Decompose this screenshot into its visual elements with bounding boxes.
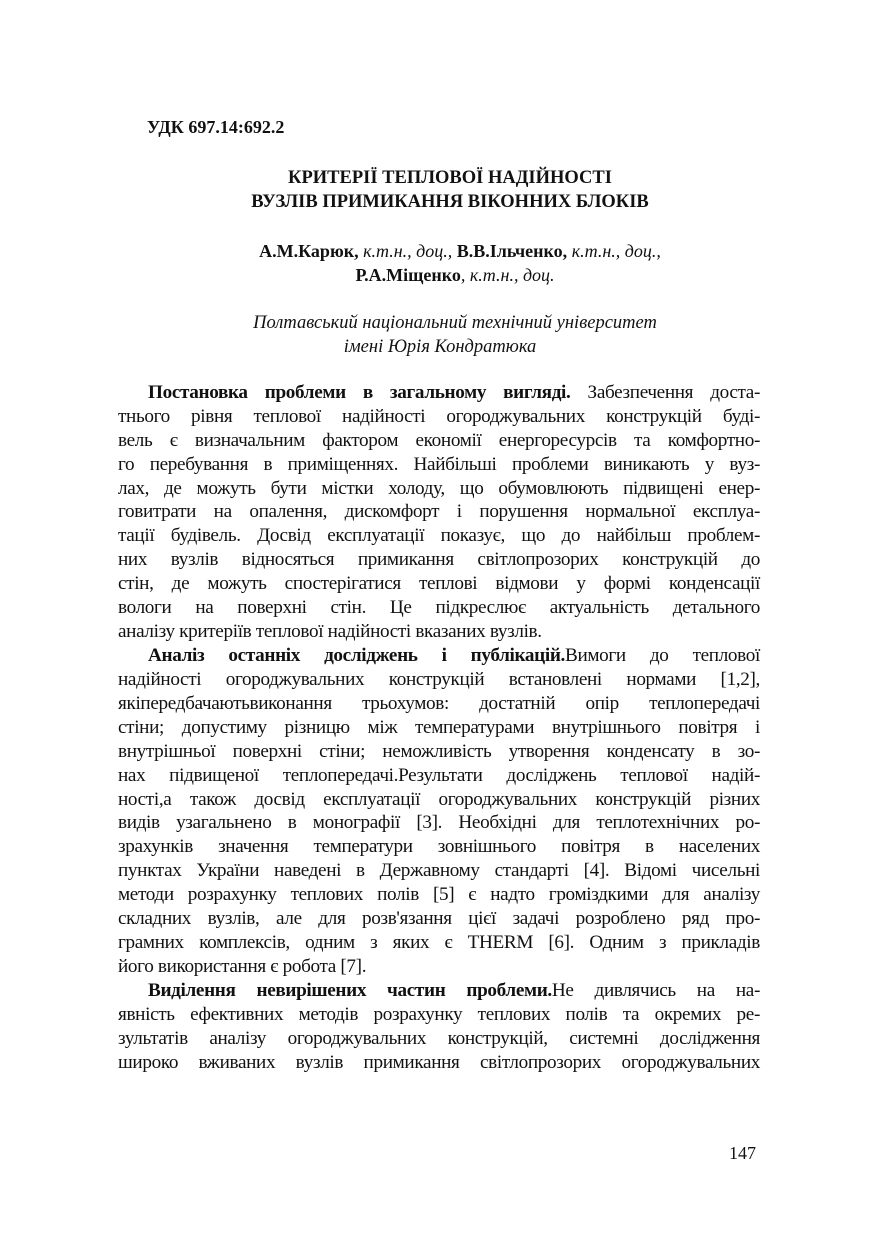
paragraph-line: стін, де можуть спостерігатися теплові відмови у формі конденсації xyxy=(118,573,760,594)
author-degree: к.т.н., доц., xyxy=(358,241,453,261)
paragraph-line: ності,а також досвід експлуатації огороджувальних конструкцій різних xyxy=(118,789,760,810)
paragraph-line: вологи на поверхні стін. Це підкреслює актуальність детального xyxy=(118,597,760,618)
paragraph-line: надійності огороджувальних конструкцій встановлені нормами [1,2], xyxy=(118,669,760,690)
paragraph-line: методи розрахунку теплових полів [5] є надто громіздкими для аналізу xyxy=(118,884,760,905)
paragraph-line: видів узагальнено в монографії [3]. Необхідні для теплотехнічних ро- xyxy=(118,812,760,833)
section-heading: Виділення невирішених частин проблеми. xyxy=(148,980,552,1001)
author-degree: , к.т.н., доц. xyxy=(460,265,555,285)
author-name: Р.А.Міщенко xyxy=(355,265,461,285)
paragraph-line: Виділення невирішених частин проблеми.Не дивлячись на на- xyxy=(148,980,760,1001)
paragraph-line: якіпередбачаютьвиконання трьохумов: достатній опір теплопередачі xyxy=(118,693,760,714)
affiliation-line-2: імені Юрія Кондратюка xyxy=(343,337,537,357)
paragraph-line: стіни; допустиму різницю між температурами внутрішнього повітря і xyxy=(118,717,760,738)
paragraph-line: зультатів аналізу огороджувальних конструкцій, системні дослідження xyxy=(118,1028,760,1049)
authors-line-1 xyxy=(110,241,810,262)
article-title-line-1: КРИТЕРІЇ ТЕПЛОВОЇ НАДІЙНОСТІ xyxy=(288,168,612,188)
paragraph-line: них вузлів відносяться примикання світлопрозорих конструкцій до xyxy=(118,549,760,570)
paragraph-line: тнього рівня теплової надійності огороджувальних конструкцій буді- xyxy=(118,406,760,427)
paragraph-line: пунктах України наведені в Державному стандарті [4]. Відомі чисельні xyxy=(118,860,760,881)
affiliation-line-1: Полтавський національний технічний університет xyxy=(253,313,657,333)
authors-line-2 xyxy=(105,265,805,286)
paragraph-line: го перебування в приміщеннях. Найбільші проблеми виникають у вуз- xyxy=(118,454,760,475)
author-degree: к.т.н., доц., xyxy=(567,241,661,261)
article-title-line-2: ВУЗЛІВ ПРИМИКАННЯ ВІКОННИХ БЛОКІВ xyxy=(251,192,649,212)
paragraph-line: аналізу критеріїв теплової надійності вказаних вузлів. xyxy=(118,621,542,642)
paragraph-line: грамних комплексів, одним з яких є THERM [6]. Одним з прикладів xyxy=(118,932,760,953)
paragraph-line: внутрішньої поверхні стіни; неможливість утворення конденсату в зо- xyxy=(118,741,760,762)
paragraph-line: лах, де можуть бути містки холоду, що обумовлюють підвищені енер- xyxy=(118,478,760,499)
paragraph-line: Аналіз останніх досліджень і публікацій.Вимоги до теплової xyxy=(148,645,760,666)
page-number: 147 xyxy=(729,1143,756,1163)
section-heading: Аналіз останніх досліджень і публікацій. xyxy=(148,645,565,666)
udc-code: УДК 697.14:692.2 xyxy=(147,117,285,137)
paragraph-line: складних вузлів, але для розв'язання цієї задачі розроблено ряд про- xyxy=(118,908,760,929)
author-name: А.М.Карюк, xyxy=(259,241,359,261)
paragraph-line: зрахунків значення температури зовнішнього повітря в населених xyxy=(118,836,760,857)
paragraph-line: говитрати на опалення, дискомфорт і порушення нормальної експлуа- xyxy=(118,501,760,522)
paragraph-line: широко вживаних вузлів примикання світлопрозорих огороджувальних xyxy=(118,1052,760,1073)
paragraph-line: вель є визначальним фактором економії енергоресурсів та комфортно- xyxy=(118,430,760,451)
paragraph-line: тації будівель. Досвід експлуатації показує, що до найбільш проблем- xyxy=(118,525,760,546)
paragraph-line: явність ефективних методів розрахунку теплових полів та окремих ре- xyxy=(118,1004,760,1025)
paragraph-line: його використання є робота [7]. xyxy=(118,956,367,977)
section-heading: Постановка проблеми в загальному вигляді. xyxy=(148,382,571,403)
paragraph-line: нах підвищеної теплопередачі.Результати досліджень теплової надій- xyxy=(118,765,760,786)
author-name: В.В.Ільченко, xyxy=(452,241,568,261)
paragraph-line: Постановка проблеми в загальному вигляді. Забезпечення доста- xyxy=(148,382,760,403)
